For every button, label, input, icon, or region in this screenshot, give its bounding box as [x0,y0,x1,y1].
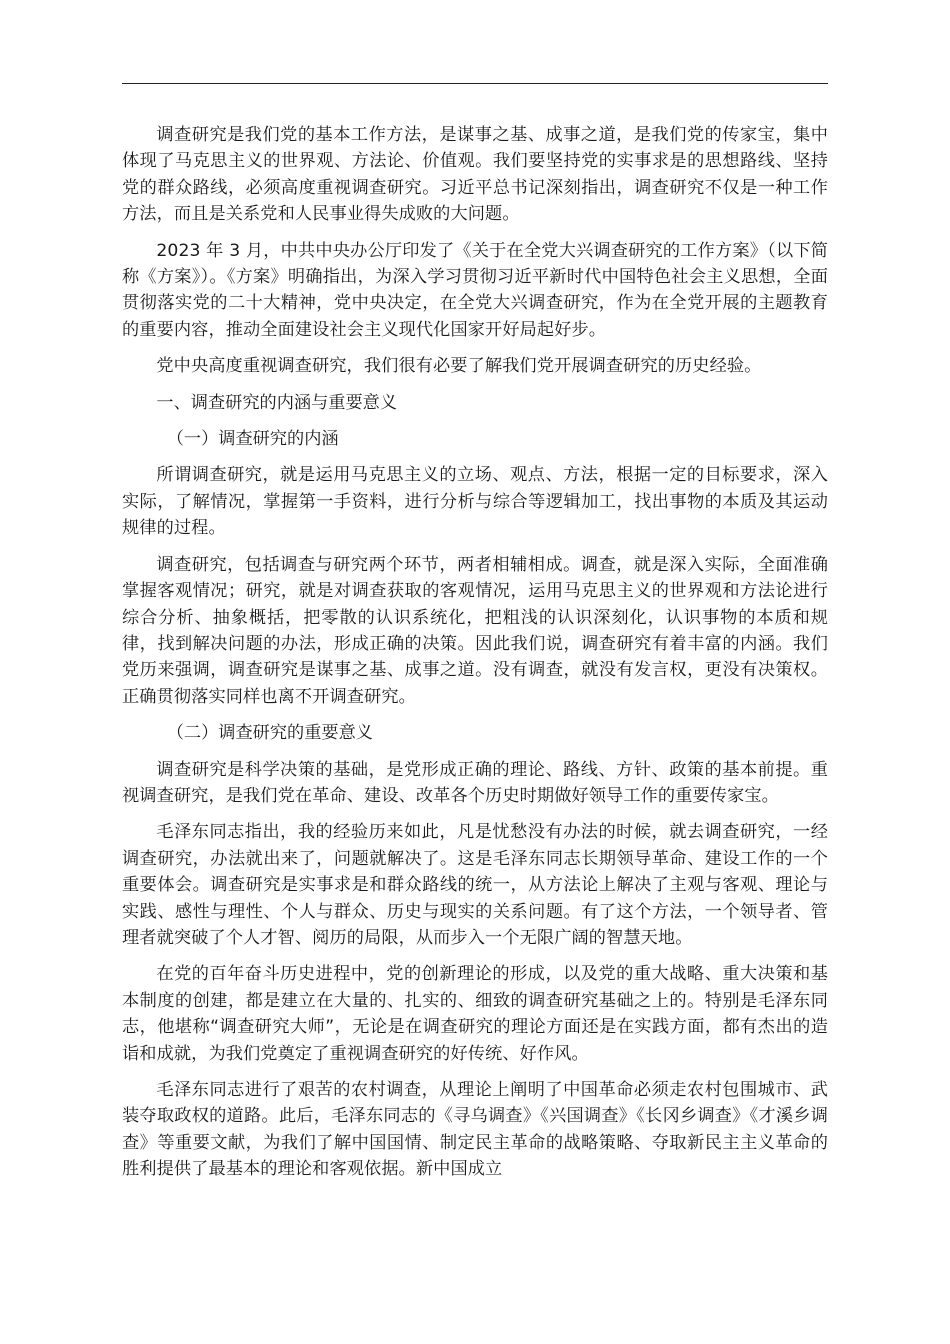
paragraph: 调查研究是科学决策的基础，是党形成正确的理论、路线、方针、政策的基本前提。重视调查研究，是我们党在革命、建设、改革各个历史时期做好领导工作的重要传家宝。 [122,759,828,806]
paragraph: 毛泽东同志进行了艰苦的农村调查，从理论上阐明了中国革命必须走农村包围城市、武装夺取政权的道路。此后，毛泽东同志的《寻乌调查》《兴国调查》《长冈乡调查》《才溪乡调查》等重要文献，为我们了解中国国情、制定民主革命的战略策略、夺取新民主主义革命的胜利提供了最基本的理论和客观依据。新中国成立 [122,1080,828,1180]
paragraph: 调查研究是我们党的基本工作方法，是谋事之基、成事之道，是我们党的传家宝，集中体现了马克思主义的世界观、方法论、价值观。我们要坚持党的实事求是的思想路线、坚持党的群众路线，必须高度重视调查研究。习近平总书记深刻指出，调查研究不仅是一种工作方法，而且是关系党和人民事业得失成败的大问题。 [122,125,828,225]
paragraph: 调查研究，包括调查与研究两个环节，两者相辅相成。调查，就是深入实际，全面准确掌握客观情况；研究，就是对调查获取的客观情况，运用马克思主义的世界观和方法论进行综合分析、抽象概括，把零散的认识系统化，把粗浅的认识深刻化，认识事物的本质和规律，找到解决问题的办法，形成正确的决策。因此我们说，调查研究有着丰富的内涵。我们党历来强调，调查研究是谋事之基、成事之道。没有调查，就没有发言权，更没有决策权。正确贯彻落实同样也离不开调查研究。 [122,554,828,707]
document-body [122,122,828,1193]
paragraph: 党中央高度重视调查研究，我们很有必要了解我们党开展调查研究的历史经验。 [156,356,762,377]
subsection-heading: （一）调查研究的内涵 [166,429,339,450]
header-rule [122,83,828,84]
section-heading: 一、调查研究的内涵与重要意义 [156,392,398,413]
paragraph: 在党的百年奋斗历史进程中，党的创新理论的形成，以及党的重大战略、重大决策和基本制度的创建，都是建立在大量的、扎实的、细致的调查研究基础之上的。特别是毛泽东同志，他堪称“调查研究大师”，无论是在调查研究的理论方面还是在实践方面，都有杰出的造诣和成就，为我们党奠定了重视调查研究的好传统、好作风。 [122,964,828,1064]
subsection-heading: （二）调查研究的重要意义 [166,723,373,744]
paragraph: 毛泽东同志指出，我的经验历来如此，凡是忧愁没有办法的时候，就去调查研究，一经调查研究，办法就出来了，问题就解决了。这是毛泽东同志长期领导革命、建设工作的一个重要体会。调查研究是实事求是和群众路线的统一，从方法论上解决了主观与客观、理论与实践、感性与理性、个人与群众、历史与现实的关系问题。有了这个方法，一个领导者、管理者就突破了个人才智、阅历的局限，从而步入一个无限广阔的智慧天地。 [122,822,828,948]
paragraph: 所谓调查研究，就是运用马克思主义的立场、观点、方法，根据一定的目标要求，深入实际，了解情况，掌握第一手资料，进行分析与综合等逻辑加工，找出事物的本质及其运动规律的过程。 [122,465,828,539]
paragraph: 2023 年 3 月，中共中央办公厅印发了《关于在全党大兴调查研究的工作方案》（以下简称《方案》）。《方案》明确指出，为深入学习贯彻习近平新时代中国特色社会主义思想，全面贯彻落实党的二十大精神，党中央决定，在全党大兴调查研究，作为在全党开展的主题教育的重要内容，推动全面建设社会主义现代化国家开好局起好步。 [122,240,828,340]
